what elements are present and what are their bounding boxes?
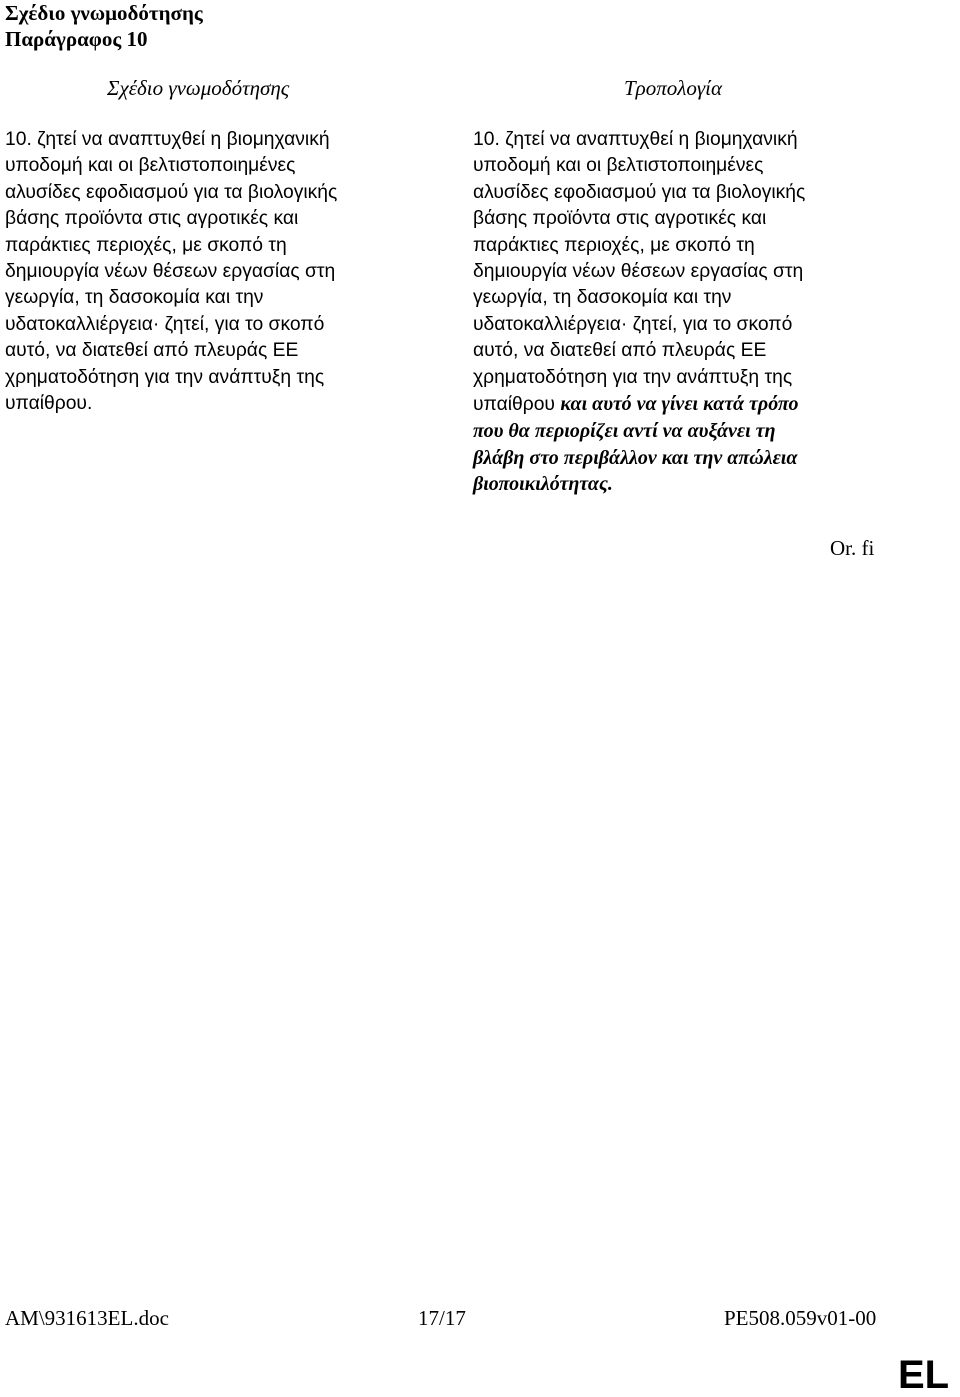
amended-text-line: που θα περιορίζει αντί να αυξάνει τη [473,420,776,443]
draft-opinion-text [5,127,405,417]
amended-text-line: βλάβη στο περιβάλλον και την απώλεια [473,446,798,469]
text-line: υπαίθρου. [5,393,93,415]
footer-document-reference: PE508.059v01-00 [724,1306,877,1330]
draft-opinion-column-title: Σχέδιο γνωμοδότησης [107,76,290,100]
header-title: Σχέδιο γνωμοδότησης [5,1,203,25]
text-line: αλυσίδες εφοδιασμού για τα βιολογικής [5,181,338,203]
original-language-label: Or. fi [830,536,875,560]
text-line: χρηματοδότηση για την ανάπτυξη της [5,366,325,388]
text-line: αυτό, να διατεθεί από πλευράς ΕΕ [473,340,767,362]
text-line: δημιουργία νέων θέσεων εργασίας στη [473,261,804,283]
amended-text-segment: και αυτό να γίνει κατά τρόπο [560,393,799,416]
text-line: παράκτιες περιοχές, με σκοπό τη [473,234,755,256]
language-code: EL [898,1353,950,1397]
document-header [5,0,203,52]
text-line: βάσης προϊόντα στις αγροτικές και [473,208,767,230]
text-line: χρηματοδότηση για την ανάπτυξη της [473,366,793,388]
text-line: αλυσίδες εφοδιασμού για τα βιολογικής [473,181,806,203]
footer-file-name: AM\931613EL.doc [5,1306,169,1330]
text-line: υδατοκαλλιέργεια· ζητεί, για το σκοπό [5,313,325,335]
text-segment: υπαίθρου [473,394,561,416]
amendment-column-title: Τροπολογία [624,76,723,100]
header-paragraph: Παράγραφος 10 [5,27,148,51]
text-line: γεωργία, τη δασοκομία και την [5,287,264,309]
footer-page-number: 17/17 [418,1306,466,1330]
amended-text-line: βιοποικιλότητας. [473,473,613,496]
text-line: 10. ζητεί να αναπτυχθεί η βιομηχανική [5,129,330,150]
text-line: αυτό, να διατεθεί από πλευράς ΕΕ [5,340,299,362]
text-line: βάσης προϊόντα στις αγροτικές και [5,208,299,230]
text-line: παράκτιες περιοχές, με σκοπό τη [5,234,287,256]
text-line: υδατοκαλλιέργεια· ζητεί, για το σκοπό [473,313,793,335]
text-line-mixed [473,391,873,418]
text-line: 10. ζητεί να αναπτυχθεί η βιομηχανική [473,129,798,150]
amendment-text [473,127,873,498]
text-line: δημιουργία νέων θέσεων εργασίας στη [5,261,336,283]
text-line: γεωργία, τη δασοκομία και την [473,287,732,309]
text-line: υποδομή και οι βελτιστοποιημένες [5,155,296,177]
text-line: υποδομή και οι βελτιστοποιημένες [473,155,764,177]
